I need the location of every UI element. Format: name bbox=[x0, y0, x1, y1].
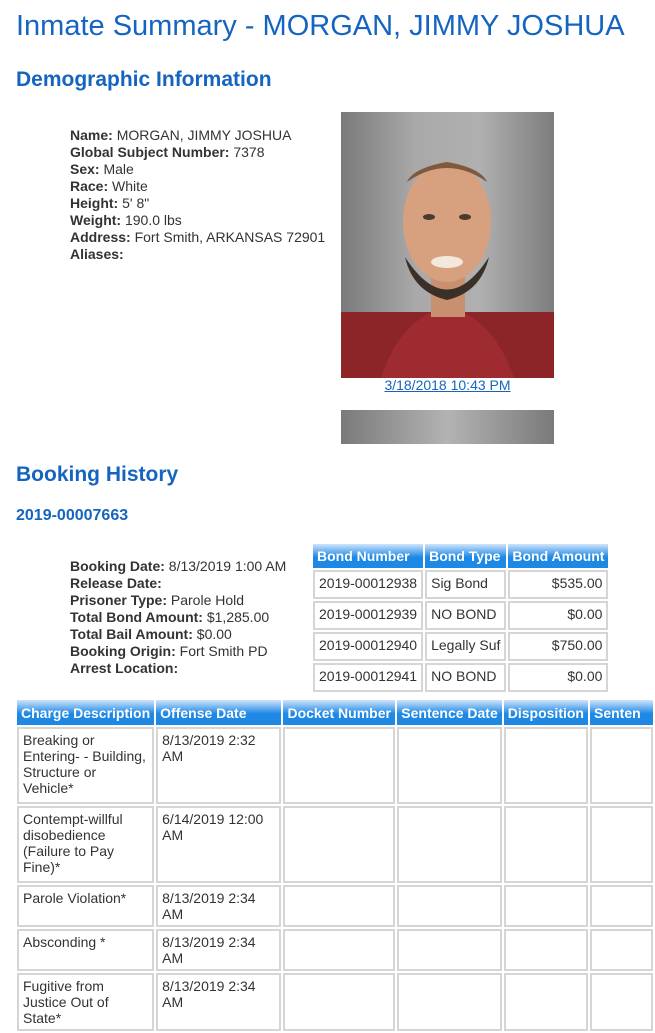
secondary-photo-thumbnail[interactable] bbox=[341, 410, 554, 444]
bond-number-cell: 2019-00012938 bbox=[313, 570, 423, 599]
bond-type-cell: NO BOND bbox=[425, 663, 506, 692]
bond-amount-cell: $0.00 bbox=[508, 663, 608, 692]
charge-row bbox=[17, 929, 653, 971]
booking-row-prisoner-type: Prisoner Type: Parole Hold bbox=[70, 592, 245, 608]
bond-type-cell: Sig Bond bbox=[425, 570, 506, 599]
charge-description-cell: Fugitive from Justice Out of State* bbox=[17, 973, 154, 1031]
docket-number-cell bbox=[283, 973, 395, 1031]
disposition-header: Disposition bbox=[504, 700, 588, 725]
docket-number-cell bbox=[283, 929, 395, 971]
sentence-cell bbox=[590, 973, 653, 1031]
bond-row bbox=[313, 601, 608, 630]
photo-date-link[interactable]: 3/18/2018 10:43 PM bbox=[384, 377, 511, 393]
charges-header-row bbox=[17, 700, 653, 725]
sentence-cell bbox=[590, 929, 653, 971]
bond-number-header: Bond Number bbox=[313, 544, 423, 568]
charges-table bbox=[15, 698, 655, 1033]
bond-amount-cell: $750.00 bbox=[508, 632, 608, 661]
bond-type-cell: Legally Suf bbox=[425, 632, 506, 661]
booking-row-total-bond: Total Bond Amount: $1,285.00 bbox=[70, 609, 270, 625]
charge-description-cell: Breaking or Entering- - Building, Structure or Vehicle* bbox=[17, 727, 154, 804]
disposition-cell bbox=[504, 806, 588, 883]
demo-row-address: Address: Fort Smith, ARKANSAS 72901 bbox=[70, 229, 326, 245]
bond-row bbox=[313, 632, 608, 661]
bond-type-cell: NO BOND bbox=[425, 601, 506, 630]
charge-description-cell: Absconding * bbox=[17, 929, 154, 971]
docket-number-cell bbox=[283, 806, 395, 883]
demo-row-height: Height: 5' 8" bbox=[70, 195, 150, 211]
booking-row-arrest-location: Arrest Location: bbox=[70, 660, 179, 676]
page-title: Inmate Summary - MORGAN, JIMMY JOSHUA bbox=[16, 10, 625, 42]
charge-row bbox=[17, 885, 653, 927]
bond-amount-cell: $535.00 bbox=[508, 570, 608, 599]
bond-type-header: Bond Type bbox=[425, 544, 506, 568]
booking-row-release: Release Date: bbox=[70, 575, 162, 591]
sentence-date-cell bbox=[397, 973, 501, 1031]
charge-description-header: Charge Description bbox=[17, 700, 154, 725]
demographic-info bbox=[70, 127, 325, 263]
sentence-date-header: Sentence Date bbox=[397, 700, 501, 725]
charge-row bbox=[17, 806, 653, 883]
demo-row-subject-number: Global Subject Number: 7378 bbox=[70, 144, 265, 160]
bond-number-cell: 2019-00012939 bbox=[313, 601, 423, 630]
booking-history-heading: Booking History bbox=[16, 463, 179, 486]
bond-amount-header: Bond Amount bbox=[508, 544, 608, 568]
bond-header-row bbox=[313, 544, 608, 568]
demo-row-sex: Sex: Male bbox=[70, 161, 134, 177]
disposition-cell bbox=[504, 885, 588, 927]
bond-number-cell: 2019-00012940 bbox=[313, 632, 423, 661]
offense-date-cell: 8/13/2019 2:34 AM bbox=[156, 885, 281, 927]
sentence-header: Senten bbox=[590, 700, 653, 725]
offense-date-cell: 8/13/2019 2:34 AM bbox=[156, 929, 281, 971]
sentence-date-cell bbox=[397, 929, 501, 971]
disposition-cell bbox=[504, 929, 588, 971]
demo-row-aliases: Aliases: bbox=[70, 246, 124, 262]
booking-row-total-bail: Total Bail Amount: $0.00 bbox=[70, 626, 232, 642]
demo-row-race: Race: White bbox=[70, 178, 148, 194]
bond-row bbox=[313, 570, 608, 599]
docket-number-header: Docket Number bbox=[283, 700, 395, 725]
booking-row-origin: Booking Origin: Fort Smith PD bbox=[70, 643, 268, 659]
sentence-cell bbox=[590, 885, 653, 927]
docket-number-cell bbox=[283, 885, 395, 927]
mugshot-image bbox=[341, 112, 554, 378]
mugshot-photo bbox=[341, 112, 554, 378]
bond-row bbox=[313, 663, 608, 692]
offense-date-cell: 8/13/2019 2:32 AM bbox=[156, 727, 281, 804]
bond-number-cell: 2019-00012941 bbox=[313, 663, 423, 692]
bond-amount-cell: $0.00 bbox=[508, 601, 608, 630]
demographic-heading: Demographic Information bbox=[16, 68, 272, 91]
charge-description-cell: Parole Violation* bbox=[17, 885, 154, 927]
offense-date-header: Offense Date bbox=[156, 700, 281, 725]
sentence-cell bbox=[590, 806, 653, 883]
charge-row bbox=[17, 973, 653, 1031]
offense-date-cell: 6/14/2019 12:00 AM bbox=[156, 806, 281, 883]
charge-row bbox=[17, 727, 653, 804]
charge-description-cell: Contempt-willful disobedience (Failure to Pay Fine)* bbox=[17, 806, 154, 883]
booking-number: 2019-00007663 bbox=[16, 507, 129, 524]
disposition-cell bbox=[504, 973, 588, 1031]
disposition-cell bbox=[504, 727, 588, 804]
sentence-cell bbox=[590, 727, 653, 804]
offense-date-cell: 8/13/2019 2:34 AM bbox=[156, 973, 281, 1031]
booking-row-date: Booking Date: 8/13/2019 1:00 AM bbox=[70, 558, 287, 574]
sentence-date-cell bbox=[397, 885, 501, 927]
demo-row-weight: Weight: 190.0 lbs bbox=[70, 212, 182, 228]
booking-info bbox=[70, 558, 286, 677]
sentence-date-cell bbox=[397, 806, 501, 883]
bond-table bbox=[311, 542, 610, 694]
sentence-date-cell bbox=[397, 727, 501, 804]
demo-row-name: Name: MORGAN, JIMMY JOSHUA bbox=[70, 127, 292, 143]
docket-number-cell bbox=[283, 727, 395, 804]
